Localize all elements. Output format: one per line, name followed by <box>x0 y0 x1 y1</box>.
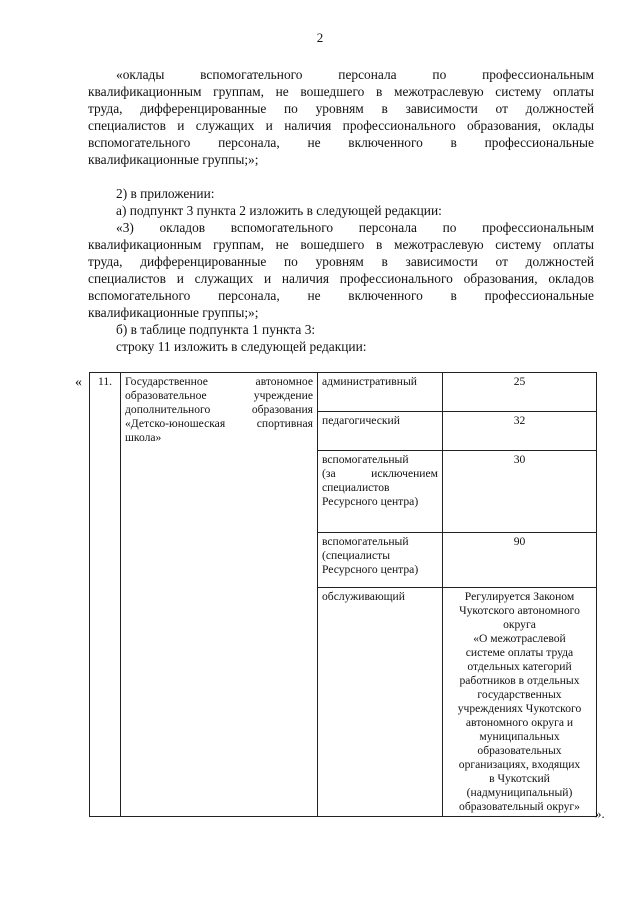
item-2b: б) в таблице подпункта 1 пункта 3: <box>116 322 316 337</box>
category-cell: обслуживающий <box>318 588 443 817</box>
quote-close: ». <box>595 806 605 821</box>
category-cell: вспомогательный (специалисты Ресурсного центра) <box>318 533 443 588</box>
paragraph-1-line: квалификационным группам, не вошедшего в межотраслевую систему оплаты <box>88 84 594 99</box>
table-row-11 <box>89 372 597 817</box>
paragraph-2-line: вспомогательного персонала, не включенного в профессиональные <box>88 288 594 303</box>
paragraph-2-line: квалификационные группы;»; <box>88 305 259 320</box>
value-cell: 90 <box>443 533 597 588</box>
paragraph-2-line: специалистов и служащих и наличия профессионального образования, окладов <box>88 271 594 286</box>
paragraph-1-line: специалистов и служащих и наличия профессионального образования, оклады <box>88 118 594 133</box>
category-cell: административный <box>318 373 443 412</box>
value-cell: 32 <box>443 412 597 451</box>
paragraph-2-line: труда, дифференцированные по уровням в зависимости от должностей <box>88 254 594 269</box>
institution-name: Государственное автономное образовательное учреждение дополнительного образования «Детско-юношеская спортивная школа» <box>121 373 318 817</box>
item-2: 2) в приложении: <box>116 186 215 201</box>
category-cell: вспомогательный (за исключением специалистов Ресурсного центра) <box>318 451 443 533</box>
item-2a: а) подпункт 3 пункта 2 изложить в следующей редакции: <box>116 203 442 218</box>
page-number: 2 <box>316 30 324 45</box>
value-cell: Регулируется Законом Чукотского автономного округа «О межотраслевой системе оплаты труда отдельных категорий работников в отдельных государственных учреждениях Чукотского автономного округа и муниципальных образовательных организациях, входящих в Чукотский (надмуниципальный) образовательный округ» <box>443 588 597 817</box>
table-row <box>90 373 597 412</box>
paragraph-2-line: «3) окладов вспомогательного персонала по профессиональным <box>116 220 594 235</box>
row-number: 11. <box>90 373 121 817</box>
paragraph-1-line: труда, дифференцированные по уровням в зависимости от должностей <box>88 101 594 116</box>
paragraph-1-line: квалификационные группы;»; <box>88 152 259 167</box>
item-row-instruction: строку 11 изложить в следующей редакции: <box>116 339 367 354</box>
paragraph-2-line: квалификационным группам, не вошедшего в межотраслевую систему оплаты <box>88 237 594 252</box>
paragraph-1-line: «оклады вспомогательного персонала по профессиональным <box>116 67 594 82</box>
paragraph-1-line: вспомогательного персонала, не включенного в профессиональные <box>88 135 594 150</box>
value-cell: 30 <box>443 451 597 533</box>
value-cell: 25 <box>443 373 597 412</box>
category-cell: педагогический <box>318 412 443 451</box>
quote-open: « <box>75 375 82 390</box>
